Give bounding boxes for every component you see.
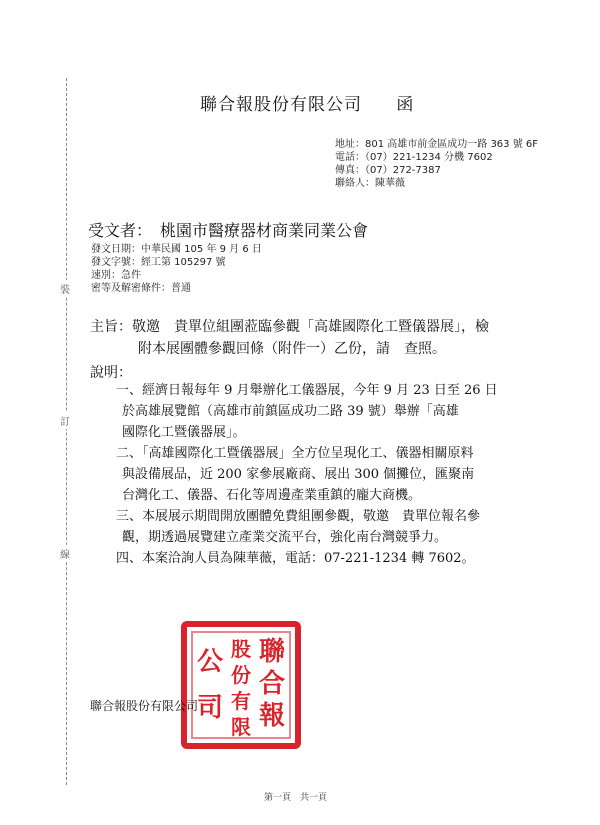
company-seal xyxy=(180,620,302,750)
subject-line-1: 主旨：敬邀 貴單位組團蒞臨參觀「高雄國際化工暨儀器展」，檢 xyxy=(90,319,489,335)
sender-phone: 電話：（07）221-1234 分機 7602 xyxy=(335,152,493,163)
recipient-label: 受文者： xyxy=(88,221,153,240)
security-level: 密等及解密條件：普通 xyxy=(91,283,191,294)
sender-contact: 聯絡人：陳華薇 xyxy=(335,178,405,189)
company-signature: 聯合報股份有限公司 xyxy=(90,699,199,713)
explanation-line: 於高雄展覽館（高雄市前鎮區成功二路 39 號）舉辦「高雄 xyxy=(122,404,459,419)
svg-text:報: 報 xyxy=(258,701,286,731)
subject-line-2: 附本展團體參觀回條（附件一）乙份，請 查照。 xyxy=(138,341,446,357)
explanation-line: 與設備展品，近 200 家參展廠商、展出 300 個攤位，匯聚南 xyxy=(122,467,475,482)
explanation-body xyxy=(90,380,540,569)
subject xyxy=(90,316,530,360)
svg-text:有: 有 xyxy=(231,689,251,713)
svg-text:合: 合 xyxy=(258,669,286,699)
urgency: 速別：急件 xyxy=(91,270,141,281)
sender-info xyxy=(335,138,538,190)
binding-line xyxy=(66,78,67,785)
svg-text:司: 司 xyxy=(196,693,224,723)
explanation-line: 三、本展展示期間開放團體免費組團參觀，敬邀 貴單位報名參 xyxy=(116,509,481,524)
company-name: 聯合報股份有限公司 xyxy=(200,95,362,115)
recipient-name: 桃園市醫療器材商業同業公會 xyxy=(160,221,369,240)
recipient xyxy=(88,218,368,241)
explanation-line: 觀，期透過展覽建立產業交流平台，強化南台灣競爭力。 xyxy=(122,530,448,545)
issue-date: 發文日期：中華民國 105 年 9 月 6 日 xyxy=(91,244,262,255)
sender-fax: 傳真：（07）272-7387 xyxy=(335,165,441,176)
explanation-line: 台灣化工、儀器、石化等周邊產業重鎮的龐大商機。 xyxy=(122,488,422,503)
document-title xyxy=(200,90,414,115)
sender-address: 地址：801 高雄市前金區成功一路 363 號 6F xyxy=(335,139,539,150)
svg-text:限: 限 xyxy=(231,715,251,739)
svg-text:聯: 聯 xyxy=(258,637,286,667)
binding-char-xian: 線 xyxy=(60,545,70,562)
document-type: 函 xyxy=(396,95,415,115)
document-number: 發文字號：經工第 105297 號 xyxy=(91,257,226,268)
explanation-heading: 說明： xyxy=(90,365,132,381)
binding-char-ding: 訂 xyxy=(60,412,70,429)
svg-text:股: 股 xyxy=(231,637,251,661)
page-number: 第一頁 共一頁 xyxy=(264,793,328,803)
svg-text:公: 公 xyxy=(196,647,224,677)
explanation-line: 四、本案洽詢人員為陳華薇，電話：07-221-1234 轉 7602。 xyxy=(116,551,475,566)
explanation-line: 一、經濟日報每年 9 月舉辦化工儀器展，今年 9 月 23 日至 26 日 xyxy=(116,383,498,398)
svg-text:份: 份 xyxy=(231,663,251,687)
binding-char-zhuang: 裝 xyxy=(60,280,70,297)
explanation-line: 二、「高雄國際化工暨儀器展」全方位呈現化工、儀器相關原料 xyxy=(116,446,474,461)
document-meta xyxy=(91,243,262,295)
explanation-line: 國際化工暨儀器展」。 xyxy=(122,425,246,440)
